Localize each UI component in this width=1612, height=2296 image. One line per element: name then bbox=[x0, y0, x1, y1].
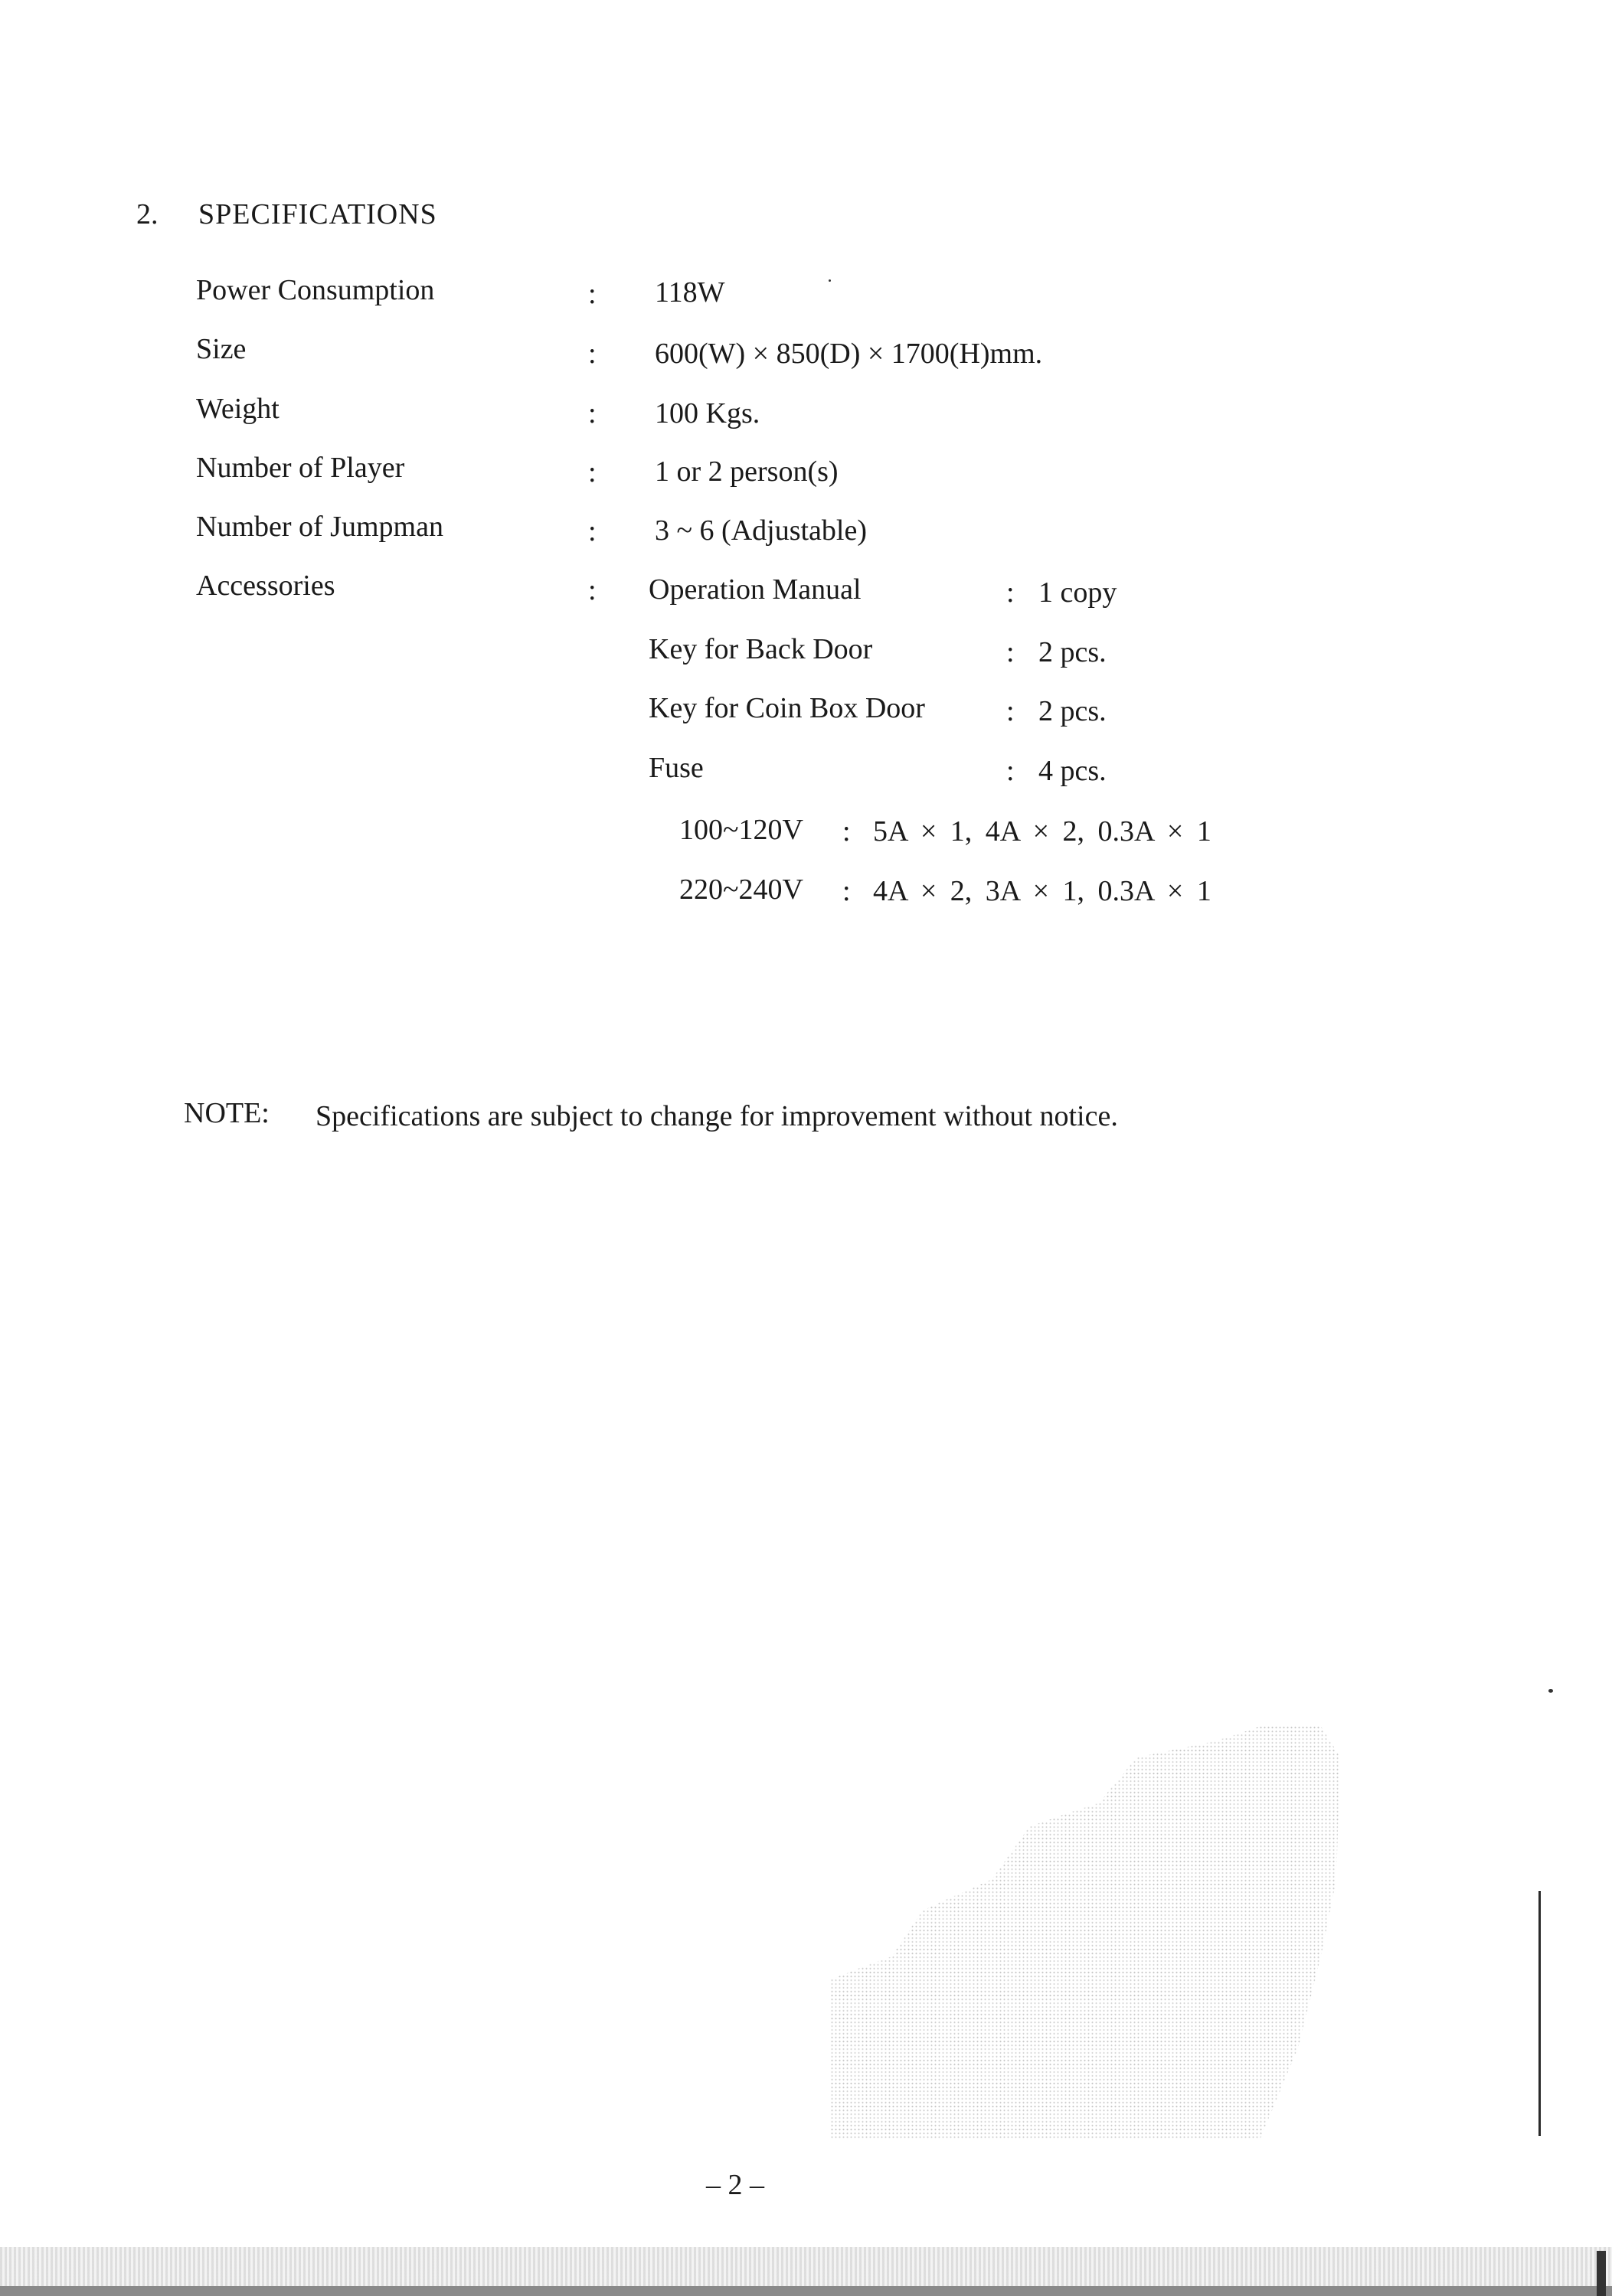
spec-label-players: Number of Player bbox=[196, 452, 405, 484]
fuse-spec: 4A × 2, 3A × 1, 0.3A × 1 bbox=[873, 875, 1211, 907]
fuse-colon: : bbox=[842, 815, 851, 848]
accessory-name: Fuse bbox=[649, 752, 704, 784]
spec-label-jumpman: Number of Jumpman bbox=[196, 511, 443, 543]
fuse-spec: 5A × 1, 4A × 2, 0.3A × 1 bbox=[873, 815, 1211, 848]
spec-colon: : bbox=[588, 278, 597, 310]
spec-value-power: 118W bbox=[655, 276, 725, 309]
fuse-voltage: 220~240V bbox=[679, 874, 804, 906]
spec-value-players: 1 or 2 person(s) bbox=[655, 456, 839, 488]
accessory-qty: 1 copy bbox=[1038, 576, 1117, 609]
accessory-name: Operation Manual bbox=[649, 573, 862, 606]
binder-mark bbox=[1597, 2251, 1606, 2296]
accessory-name: Key for Back Door bbox=[649, 633, 873, 665]
spec-colon: : bbox=[588, 338, 597, 370]
binder-line bbox=[1538, 1891, 1541, 2136]
accessory-colon: : bbox=[1006, 636, 1015, 668]
scan-bottom-edge bbox=[0, 2286, 1612, 2296]
accessory-colon: : bbox=[1006, 576, 1015, 609]
note-label: NOTE: bbox=[184, 1097, 270, 1129]
section-number: 2. bbox=[136, 198, 159, 230]
scan-speck bbox=[1548, 1689, 1553, 1693]
spec-value-size: 600(W) × 850(D) × 1700(H)mm. bbox=[655, 338, 1043, 370]
fuse-colon: : bbox=[842, 875, 851, 907]
spec-colon: : bbox=[588, 456, 597, 488]
spec-label-accessories: Accessories bbox=[196, 570, 335, 602]
accessory-name: Key for Coin Box Door bbox=[649, 692, 925, 724]
accessory-qty: 2 pcs. bbox=[1038, 636, 1107, 668]
spec-label-size: Size bbox=[196, 333, 247, 365]
accessory-qty: 2 pcs. bbox=[1038, 695, 1107, 727]
accessory-qty: 4 pcs. bbox=[1038, 755, 1107, 787]
spec-value-weight: 100 Kgs. bbox=[655, 397, 760, 429]
spec-colon: : bbox=[588, 397, 597, 429]
note-text: Specifications are subject to change for improvement without notice. bbox=[316, 1100, 1118, 1132]
accessory-colon: : bbox=[1006, 695, 1015, 727]
scan-shading bbox=[831, 1726, 1340, 2140]
spec-colon: : bbox=[588, 515, 597, 547]
section-title: SPECIFICATIONS bbox=[198, 198, 437, 230]
spec-label-power: Power Consumption bbox=[196, 274, 435, 306]
spec-colon: : bbox=[588, 574, 597, 606]
fuse-voltage: 100~120V bbox=[679, 814, 804, 846]
spec-label-weight: Weight bbox=[196, 393, 280, 425]
accessory-colon: : bbox=[1006, 755, 1015, 787]
scan-speck bbox=[829, 279, 831, 282]
page-number: – 2 – bbox=[706, 2169, 764, 2201]
spec-value-jumpman: 3 ~ 6 (Adjustable) bbox=[655, 514, 868, 547]
